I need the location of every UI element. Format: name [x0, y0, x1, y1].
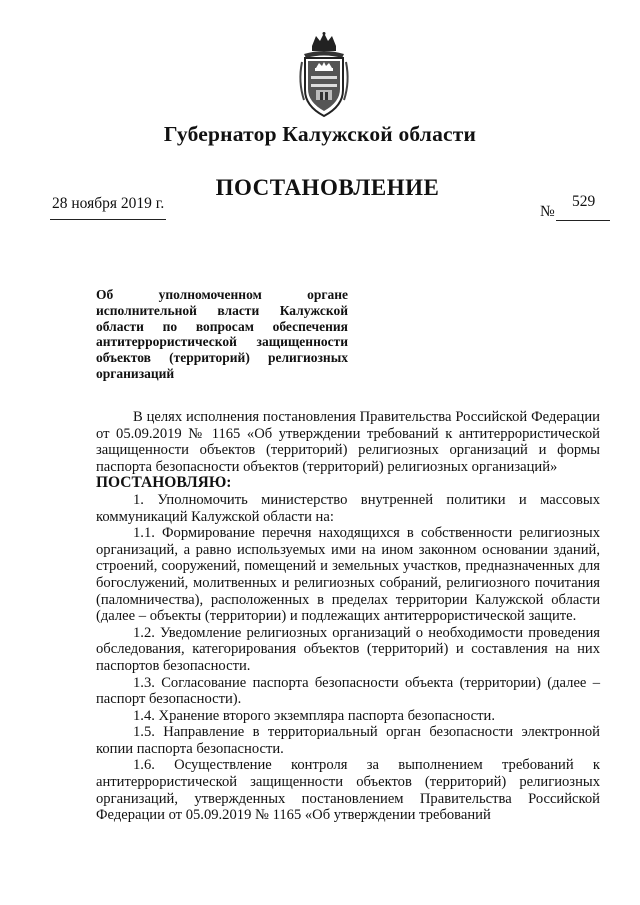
document-date: 28 ноября 2019 г. [52, 195, 165, 212]
paragraph-1-6: 1.6. Осуществление контроля за выполнением требований к антитеррористической защищенности объектов (территорий) религиозных организаций, утвержденных постановлением Правительства Российской Федерации от 05.09.2019 № 1165 «Об утверждении требований [96, 757, 600, 824]
document-number: 529 [572, 193, 596, 210]
resolve-heading: ПОСТАНОВЛЯЮ: [96, 474, 232, 492]
paragraph-1-5: 1.5. Направление в территориальный орган безопасности электронной копии паспорта безопасности. [96, 724, 600, 757]
paragraph-1-1: 1.1. Формирование перечня находящихся в собственности религиозных организаций, а равно используемых ими на ином законном основании зданий, строений, сооружений, помещений и земельных участков, предназначенных для богослужений, молитвенных и религиозных собраний, религиозного почитания (паломничества), расположенных в пределах территории Калужской области (далее – объекты (территории) и подлежащих антитеррористической защите. [96, 525, 600, 625]
document-subject: Об уполномоченном органе исполнительной власти Калужской области по вопросам обеспечения антитеррористической защищенности объектов (территорий) религиозных организаций [96, 287, 348, 381]
document-body [96, 409, 600, 824]
number-underline [556, 220, 610, 221]
coat-of-arms-icon [294, 32, 354, 122]
paragraph-1-4: 1.4. Хранение второго экземпляра паспорта безопасности. [133, 707, 495, 724]
date-underline [50, 219, 166, 220]
document-type-title: ПОСТАНОВЛЕНИЕ [215, 175, 440, 200]
issuing-authority: Губернатор Калужской области [163, 122, 477, 146]
paragraph-1-2: 1.2. Уведомление религиозных организаций о необходимости проведения обследования, категорирования объектов (территорий) и составления на них паспортов безопасности. [96, 624, 600, 674]
preamble-paragraph: В целях исполнения постановления Правительства Российской Федерации от 05.09.2019 № 1165 «Об утверждении требований к антитеррористической защищенности объектов (территорий) религиозных организаций и формы паспорта безопасности объектов (территорий) религиозных организаций» [96, 409, 600, 475]
paragraph-1-3: 1.3. Согласование паспорта безопасности объекта (территории) (далее – паспорт безопасности). [96, 674, 600, 708]
paragraph-1: 1. Уполномочить министерство внутренней политики и массовых коммуникаций Калужской области на: [96, 491, 600, 525]
number-mark: № [540, 203, 555, 220]
